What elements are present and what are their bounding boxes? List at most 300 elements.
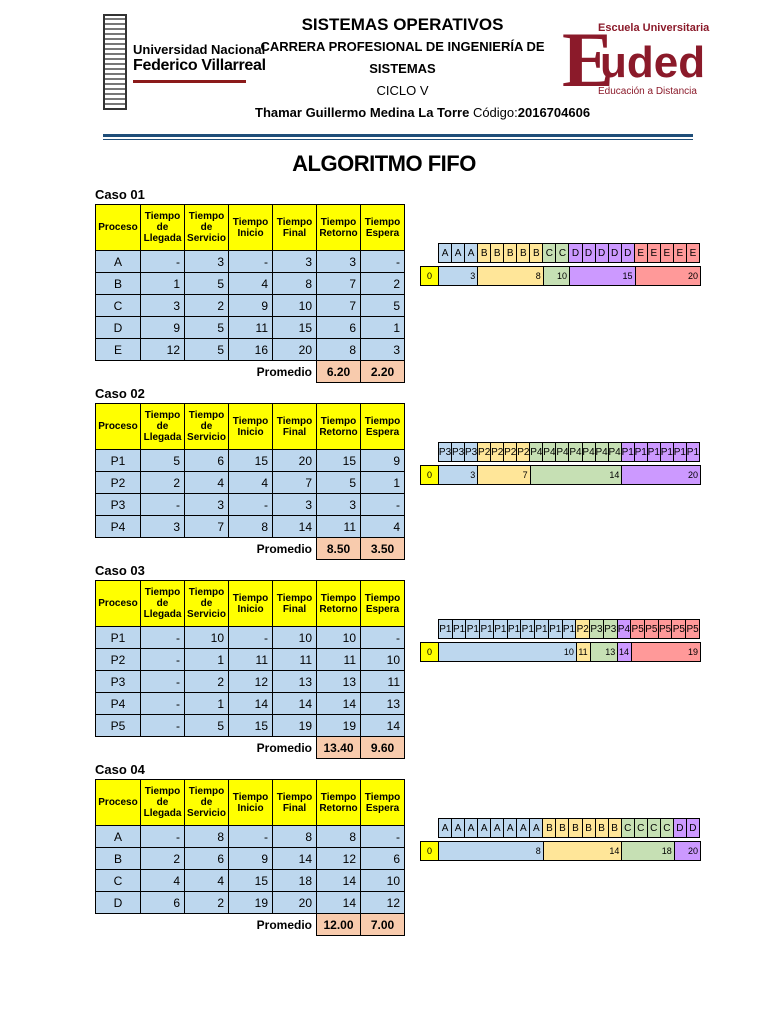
- table-row: [96, 494, 405, 516]
- fifo-table: [95, 204, 405, 383]
- table-row: [96, 892, 405, 914]
- value-cell: -: [361, 826, 405, 848]
- page-title: ALGORITMO FIFO: [292, 151, 476, 176]
- table-row: [96, 339, 405, 361]
- value-cell: 5: [185, 715, 229, 737]
- gantt-cell: A: [451, 818, 465, 838]
- column-header: Tiempo Espera: [361, 205, 405, 251]
- gantt-cell: B: [608, 818, 622, 838]
- timeline-segment: 15: [569, 266, 636, 286]
- timeline-segment: 3: [438, 465, 478, 485]
- gantt-cell: P4: [582, 442, 596, 462]
- value-cell: 15: [317, 450, 361, 472]
- table-row: [96, 450, 405, 472]
- timeline-segment: 8: [438, 841, 544, 861]
- gantt-timeline: [420, 841, 700, 861]
- gantt-cell: P5: [658, 619, 673, 639]
- timeline-segment: 8: [477, 266, 544, 286]
- gantt-cell: A: [529, 818, 543, 838]
- value-cell: 11: [317, 649, 361, 671]
- value-cell: 12: [141, 339, 185, 361]
- timeline-segment: 14: [617, 642, 632, 662]
- timeline-zero: 0: [420, 266, 439, 286]
- value-cell: 1: [361, 472, 405, 494]
- value-cell: 19: [229, 892, 273, 914]
- value-cell: 4: [229, 273, 273, 295]
- value-cell: 3: [273, 494, 317, 516]
- table-row: [96, 715, 405, 737]
- value-cell: 14: [317, 693, 361, 715]
- value-cell: 5: [361, 295, 405, 317]
- table-row: [96, 472, 405, 494]
- timeline-segment: 18: [621, 841, 674, 861]
- value-cell: -: [229, 627, 273, 649]
- column-header: Proceso: [96, 581, 141, 627]
- average-espera: 7.00: [361, 914, 405, 936]
- value-cell: -: [141, 693, 185, 715]
- process-cell: D: [96, 892, 141, 914]
- gantt-cell: P5: [685, 619, 700, 639]
- gantt-cell: B: [582, 818, 596, 838]
- value-cell: 16: [229, 339, 273, 361]
- timeline-segment: 11: [576, 642, 591, 662]
- gantt-chart: [420, 818, 700, 861]
- column-header: Tiempo de Servicio: [185, 581, 229, 627]
- code-label: Código:: [472, 105, 518, 120]
- gantt-cell: D: [621, 243, 635, 263]
- average-espera: 9.60: [361, 737, 405, 759]
- gantt-cell: P3: [464, 442, 478, 462]
- process-cell: A: [96, 826, 141, 848]
- value-cell: 2: [141, 472, 185, 494]
- value-cell: 2: [185, 671, 229, 693]
- gantt-cell: D: [595, 243, 609, 263]
- gantt-cell: P1: [479, 619, 494, 639]
- gantt-cell: P1: [621, 442, 635, 462]
- table-row: [96, 693, 405, 715]
- gantt-cell: A: [516, 818, 530, 838]
- value-cell: 5: [185, 339, 229, 361]
- case-label: Caso 02: [95, 386, 145, 401]
- value-cell: 4: [229, 472, 273, 494]
- column-header: Tiempo Retorno: [317, 780, 361, 826]
- average-retorno: 6.20: [317, 361, 361, 383]
- column-header: Tiempo Retorno: [317, 581, 361, 627]
- euded-logo: [562, 16, 710, 105]
- value-cell: 7: [185, 516, 229, 538]
- process-cell: B: [96, 273, 141, 295]
- fifo-table: [95, 580, 405, 759]
- cycle: CICLO V: [376, 83, 429, 98]
- value-cell: 5: [185, 273, 229, 295]
- timeline-segment: 20: [621, 465, 701, 485]
- value-cell: -: [141, 494, 185, 516]
- value-cell: 3: [141, 516, 185, 538]
- gantt-cell: D: [608, 243, 622, 263]
- column-header: Tiempo Retorno: [317, 404, 361, 450]
- gantt-cell: B: [477, 243, 491, 263]
- gantt-cell: D: [686, 818, 700, 838]
- gantt-cell: B: [503, 243, 517, 263]
- gantt-cell: C: [621, 818, 635, 838]
- value-cell: 15: [229, 450, 273, 472]
- table-row: [96, 251, 405, 273]
- value-cell: 10: [273, 627, 317, 649]
- gantt-cell: E: [647, 243, 661, 263]
- value-cell: 7: [317, 295, 361, 317]
- gantt-cell: P1: [647, 442, 661, 462]
- value-cell: -: [141, 627, 185, 649]
- school-logo-text: uded: [600, 38, 706, 87]
- value-cell: 8: [185, 826, 229, 848]
- table-row: [96, 317, 405, 339]
- column-header: Proceso: [96, 780, 141, 826]
- value-cell: 19: [317, 715, 361, 737]
- gantt-cell: B: [542, 818, 556, 838]
- value-cell: 3: [317, 494, 361, 516]
- header-divider-thin: [103, 139, 693, 140]
- value-cell: 3: [361, 339, 405, 361]
- value-cell: 6: [185, 450, 229, 472]
- gantt-cell: P5: [630, 619, 645, 639]
- timeline-segment: 7: [477, 465, 530, 485]
- value-cell: 4: [361, 516, 405, 538]
- university-seal-icon: [103, 14, 127, 110]
- gantt-cell: D: [582, 243, 596, 263]
- gantt-cell: P1: [465, 619, 480, 639]
- value-cell: 8: [273, 273, 317, 295]
- column-header: Tiempo Espera: [361, 581, 405, 627]
- gantt-process-row: [438, 442, 700, 462]
- gantt-cell: P4: [595, 442, 609, 462]
- gantt-cell: A: [490, 818, 504, 838]
- promedio-label: Promedio: [256, 740, 312, 755]
- average-row: [96, 914, 405, 936]
- value-cell: 3: [185, 251, 229, 273]
- value-cell: 10: [361, 649, 405, 671]
- timeline-zero: 0: [420, 642, 439, 662]
- promedio-label: Promedio: [256, 364, 312, 379]
- process-cell: B: [96, 848, 141, 870]
- gantt-cell: P1: [686, 442, 700, 462]
- process-cell: P5: [96, 715, 141, 737]
- column-header: Tiempo de Llegada: [141, 581, 185, 627]
- value-cell: 9: [229, 848, 273, 870]
- value-cell: -: [141, 826, 185, 848]
- fifo-table: [95, 403, 405, 560]
- gantt-cell: B: [529, 243, 543, 263]
- process-cell: P2: [96, 472, 141, 494]
- value-cell: 20: [273, 450, 317, 472]
- gantt-cell: P2: [490, 442, 504, 462]
- gantt-cell: C: [555, 243, 569, 263]
- average-retorno: 12.00: [317, 914, 361, 936]
- unfv-logo: [103, 14, 266, 110]
- value-cell: 3: [273, 251, 317, 273]
- university-underline: [133, 80, 246, 83]
- header-divider: [103, 134, 693, 137]
- course-title: SISTEMAS OPERATIVOS: [301, 15, 504, 34]
- gantt-cell: P1: [452, 619, 467, 639]
- column-header: Tiempo Inicio: [229, 780, 273, 826]
- column-header: Tiempo Espera: [361, 780, 405, 826]
- timeline-segment: 10: [438, 642, 577, 662]
- timeline-segment: 20: [635, 266, 702, 286]
- value-cell: 2: [141, 848, 185, 870]
- case-label: Caso 04: [95, 762, 145, 777]
- value-cell: 11: [361, 671, 405, 693]
- average-row: [96, 737, 405, 759]
- column-header: Tiempo de Servicio: [185, 404, 229, 450]
- value-cell: 15: [273, 317, 317, 339]
- gantt-cell: P1: [534, 619, 549, 639]
- column-header: Proceso: [96, 404, 141, 450]
- gantt-cell: P3: [589, 619, 604, 639]
- gantt-cell: P4: [617, 619, 632, 639]
- gantt-cell: A: [477, 818, 491, 838]
- gantt-cell: P2: [516, 442, 530, 462]
- student-line: [255, 102, 591, 124]
- table-header-row: [96, 205, 405, 251]
- process-cell: P1: [96, 627, 141, 649]
- value-cell: 7: [317, 273, 361, 295]
- value-cell: 5: [141, 450, 185, 472]
- timeline-segment: 10: [543, 266, 570, 286]
- gantt-timeline: [420, 266, 700, 286]
- column-header: Tiempo de Llegada: [141, 205, 185, 251]
- gantt-cell: P4: [568, 442, 582, 462]
- timeline-segment: 13: [590, 642, 619, 662]
- timeline-segment: 14: [543, 841, 623, 861]
- value-cell: 5: [185, 317, 229, 339]
- value-cell: 18: [273, 870, 317, 892]
- value-cell: 7: [273, 472, 317, 494]
- value-cell: 6: [317, 317, 361, 339]
- process-cell: P3: [96, 494, 141, 516]
- value-cell: 11: [229, 317, 273, 339]
- gantt-process-row: [438, 818, 700, 838]
- process-cell: C: [96, 870, 141, 892]
- table-row: [96, 848, 405, 870]
- value-cell: 20: [273, 339, 317, 361]
- gantt-cell: A: [503, 818, 517, 838]
- average-row: [96, 361, 405, 383]
- value-cell: 14: [229, 693, 273, 715]
- column-header: Tiempo de Servicio: [185, 205, 229, 251]
- process-cell: P4: [96, 516, 141, 538]
- euded-logo-e-icon: E: [562, 16, 615, 103]
- process-cell: E: [96, 339, 141, 361]
- gantt-cell: E: [634, 243, 648, 263]
- table-row: [96, 826, 405, 848]
- value-cell: -: [361, 627, 405, 649]
- promedio-label: Promedio: [256, 917, 312, 932]
- value-cell: 13: [273, 671, 317, 693]
- gantt-chart: [420, 619, 700, 662]
- gantt-cell: C: [647, 818, 661, 838]
- column-header: Tiempo Final: [273, 205, 317, 251]
- gantt-cell: P1: [493, 619, 508, 639]
- value-cell: 4: [185, 870, 229, 892]
- value-cell: -: [141, 251, 185, 273]
- gantt-cell: P1: [660, 442, 674, 462]
- gantt-cell: B: [568, 818, 582, 838]
- value-cell: -: [229, 826, 273, 848]
- value-cell: 1: [361, 317, 405, 339]
- value-cell: 12: [229, 671, 273, 693]
- timeline-segment: 19: [631, 642, 701, 662]
- average-row: [96, 538, 405, 560]
- gantt-cell: P2: [503, 442, 517, 462]
- gantt-chart: [420, 442, 700, 485]
- value-cell: 10: [317, 627, 361, 649]
- table-header-row: [96, 404, 405, 450]
- gantt-cell: C: [634, 818, 648, 838]
- value-cell: 3: [185, 494, 229, 516]
- case-label: Caso 03: [95, 563, 145, 578]
- value-cell: 2: [185, 892, 229, 914]
- gantt-cell: P1: [548, 619, 563, 639]
- value-cell: 5: [317, 472, 361, 494]
- gantt-process-row: [438, 619, 700, 639]
- table-row: [96, 273, 405, 295]
- gantt-cell: P3: [451, 442, 465, 462]
- value-cell: 20: [273, 892, 317, 914]
- gantt-cell: P1: [438, 619, 453, 639]
- gantt-cell: P4: [542, 442, 556, 462]
- value-cell: -: [229, 251, 273, 273]
- value-cell: 12: [317, 848, 361, 870]
- university-name-line2: Federico Villarreal: [133, 57, 266, 74]
- school-name-line2: Educación a Distancia: [598, 86, 697, 97]
- value-cell: 6: [141, 892, 185, 914]
- gantt-process-row: [438, 243, 700, 263]
- fifo-table: [95, 779, 405, 936]
- university-name-line1: Universidad Nacional: [133, 42, 266, 57]
- column-header: Tiempo Inicio: [229, 581, 273, 627]
- table-row: [96, 649, 405, 671]
- timeline-segment: 20: [674, 841, 701, 861]
- value-cell: 8: [229, 516, 273, 538]
- value-cell: 9: [229, 295, 273, 317]
- gantt-cell: C: [542, 243, 556, 263]
- gantt-cell: P5: [644, 619, 659, 639]
- value-cell: 19: [273, 715, 317, 737]
- column-header: Tiempo Final: [273, 404, 317, 450]
- average-retorno: 8.50: [317, 538, 361, 560]
- table-row: [96, 870, 405, 892]
- process-cell: A: [96, 251, 141, 273]
- gantt-cell: A: [438, 243, 452, 263]
- process-cell: P3: [96, 671, 141, 693]
- gantt-cell: C: [660, 818, 674, 838]
- gantt-cell: P3: [438, 442, 452, 462]
- value-cell: 2: [185, 295, 229, 317]
- column-header: Tiempo Espera: [361, 404, 405, 450]
- value-cell: 13: [317, 671, 361, 693]
- timeline-zero: 0: [420, 465, 439, 485]
- table-row: [96, 516, 405, 538]
- value-cell: 6: [185, 848, 229, 870]
- gantt-cell: D: [673, 818, 687, 838]
- average-espera: 3.50: [361, 538, 405, 560]
- student-code: 2016704606: [517, 105, 591, 120]
- gantt-cell: A: [438, 818, 452, 838]
- gantt-cell: E: [673, 243, 687, 263]
- case-label: Caso 01: [95, 187, 145, 202]
- table-row: [96, 627, 405, 649]
- table-row: [96, 295, 405, 317]
- document-header: [0, 0, 768, 135]
- table-row: [96, 671, 405, 693]
- gantt-cell: P1: [520, 619, 535, 639]
- value-cell: -: [141, 671, 185, 693]
- value-cell: 3: [317, 251, 361, 273]
- gantt-cell: P2: [575, 619, 590, 639]
- value-cell: 15: [229, 715, 273, 737]
- value-cell: 10: [273, 295, 317, 317]
- value-cell: 14: [273, 516, 317, 538]
- column-header: Tiempo Retorno: [317, 205, 361, 251]
- value-cell: 14: [273, 848, 317, 870]
- timeline-segment: 3: [438, 266, 478, 286]
- value-cell: -: [229, 494, 273, 516]
- column-header: Tiempo Final: [273, 581, 317, 627]
- student-name: Thamar Guillermo Medina La Torre: [255, 105, 470, 120]
- gantt-cell: B: [490, 243, 504, 263]
- gantt-cell: E: [660, 243, 674, 263]
- column-header: Tiempo de Servicio: [185, 780, 229, 826]
- value-cell: 9: [361, 450, 405, 472]
- value-cell: 8: [317, 339, 361, 361]
- value-cell: 11: [317, 516, 361, 538]
- school-name-line1: Escuela Universitaria: [598, 22, 710, 34]
- promedio-label: Promedio: [256, 541, 312, 556]
- timeline-segment: 14: [530, 465, 623, 485]
- process-cell: P4: [96, 693, 141, 715]
- gantt-timeline: [420, 642, 700, 662]
- gantt-cell: D: [568, 243, 582, 263]
- gantt-cell: P1: [507, 619, 522, 639]
- value-cell: -: [361, 494, 405, 516]
- average-retorno: 13.40: [317, 737, 361, 759]
- value-cell: 6: [361, 848, 405, 870]
- column-header: Tiempo Final: [273, 780, 317, 826]
- process-cell: P1: [96, 450, 141, 472]
- column-header: Tiempo de Llegada: [141, 404, 185, 450]
- value-cell: 8: [317, 826, 361, 848]
- timeline-zero: 0: [420, 841, 439, 861]
- gantt-cell: P5: [671, 619, 686, 639]
- value-cell: 14: [273, 693, 317, 715]
- gantt-cell: A: [451, 243, 465, 263]
- value-cell: -: [361, 251, 405, 273]
- gantt-timeline: [420, 465, 700, 485]
- value-cell: 1: [185, 693, 229, 715]
- column-header: Tiempo de Llegada: [141, 780, 185, 826]
- value-cell: 3: [141, 295, 185, 317]
- table-header-row: [96, 581, 405, 627]
- gantt-cell: A: [464, 243, 478, 263]
- average-espera: 2.20: [361, 361, 405, 383]
- value-cell: 11: [229, 649, 273, 671]
- gantt-cell: P1: [634, 442, 648, 462]
- gantt-cell: P3: [603, 619, 618, 639]
- value-cell: 4: [185, 472, 229, 494]
- table-header-row: [96, 780, 405, 826]
- value-cell: 14: [317, 870, 361, 892]
- value-cell: 1: [185, 649, 229, 671]
